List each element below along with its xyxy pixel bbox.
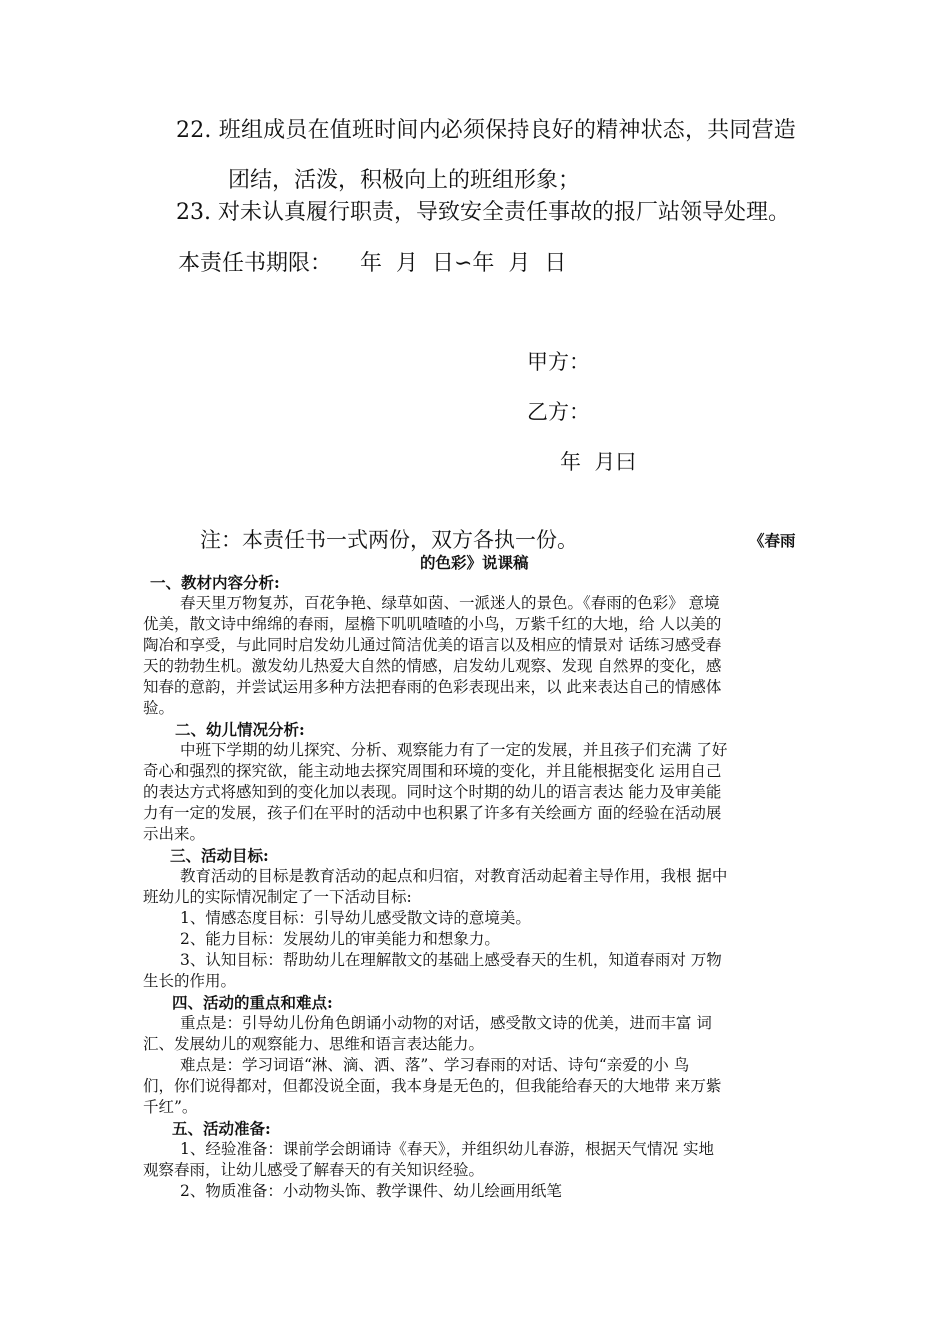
text-line: 3、认知目标：帮助幼儿在理解散文的基础上感受春天的生机，知道春雨对 万物 [180,951,722,969]
text-line: 2、物质准备：小动物头饰、教学课件、幼儿绘画用纸笔 [180,1182,562,1200]
text-line: 2、能力目标：发展幼儿的审美能力和想象力。 [180,930,500,948]
section-heading: 五、活动准备: [172,1119,271,1138]
text-line: 力有一定的发展，孩子们在平时的活动中也积累了许多有关绘画方 面的经验在活动展 [143,804,722,822]
copies-note: 注：本责任书一式两份，双方各执一份。 [200,528,578,552]
text-line: 的表达方式将感知到的变化加以表现。同时这个时期的幼儿的语言表达 能力及审美能 [143,783,722,801]
section-heading: 四、活动的重点和难点: [172,993,333,1012]
signature-date: 年 月曰 [560,450,637,474]
text-line: 教育活动的目标是教育活动的起点和归宿，对教育活动起着主导作用，我根 据中 [180,867,728,885]
text-line: 春天里万物复苏，百花争艳、绿草如茵、一派迷人的景色。《春雨的色彩》 意境 [180,594,720,612]
text-line: 重点是：引导幼儿份角色朗诵小动物的对话，感受散文诗的优美，进而丰富 词 [180,1014,712,1032]
text-line: 班幼儿的实际情况制定了一下活动目标: [143,888,412,906]
text-line: 难点是：学习词语“淋、滴、洒、落”、学习春雨的对话、诗句“亲爱的小 鸟 [180,1056,690,1074]
text-line: 陶冶和享受，与此同时启发幼儿通过简洁优美的语言以及相应的情景对 话练习感受春 [143,636,722,654]
text-line: 知春的意韵，并尝试运用多种方法把春雨的色彩表现出来，以 此来表达自己的情感体 [143,678,722,696]
text-line: 汇、发展幼儿的观察能力、思维和语言表达能力。 [143,1035,485,1053]
text-line: 1、情感态度目标：引导幼儿感受散文诗的意境美。 [180,909,531,927]
text-line: 生长的作用。 [143,972,237,990]
text-line: 优美，散文诗中绵绵的春雨，屋檐下叽叽喳喳的小鸟，万紫千红的大地，给 人以美的 [143,615,722,633]
item-22-line2: 团结，活泼，积极向上的班组形象； [228,168,581,193]
party-a: 甲方： [527,350,590,374]
section-heading: 二、幼儿情况分析: [175,720,305,739]
text-line: 观察春雨，让幼儿感受了解春天的有关知识经验。 [143,1161,485,1179]
text-line: 们，你们说得都对，但都没说全面，我本身是无色的，但我能给春天的大地带 来万紫 [143,1077,722,1095]
text-line: 示出来。 [143,825,206,843]
item-23: 23. 对未认真履行职责，导致安全责任事故的报厂站领导处理。 [176,200,790,225]
lesson-title-part1: 《春雨 [749,531,796,550]
text-line: 1、经验准备：课前学会朗诵诗《春天》，并组织幼儿春游，根据天气情况 实地 [180,1140,715,1158]
section-heading: 三、活动目标: [170,846,269,865]
lesson-title-part2: 的色彩》说课稿 [420,553,529,572]
text-line: 天的勃勃生机。激发幼儿热爱大自然的情感，启发幼儿观察、发现 自然界的变化，感 [143,657,722,675]
item-22-line1: 22. 班组成员在值班时间内必须保持良好的精神状态，共同营造 [176,118,796,143]
term-line: 本责任书期限： 年 月 日∽年 月 日 [178,251,567,276]
text-line: 中班下学期的幼儿探究、分析、观察能力有了一定的发展，并且孩子们充满 了好 [180,741,728,759]
text-line: 验。 [143,699,175,717]
text-line: 奇心和强烈的探究欲，能主动地去探究周围和环境的变化，并且能根据变化 运用自己 [143,762,722,780]
section-heading: 一、教材内容分析: [150,573,280,592]
text-line: 千红”。 [143,1098,198,1116]
party-b: 乙方： [527,400,590,424]
